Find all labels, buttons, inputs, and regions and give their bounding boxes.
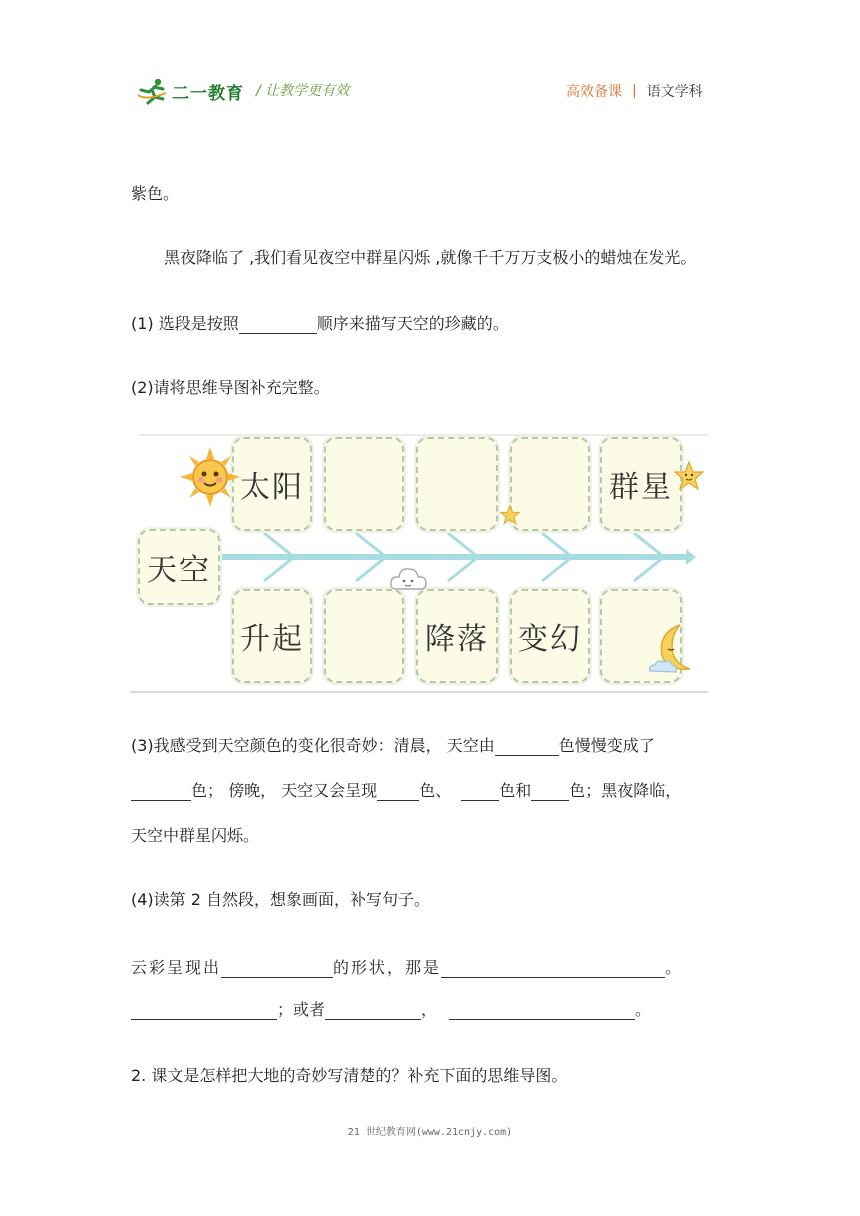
q3-blank-5[interactable]	[531, 784, 569, 801]
q3-line-1	[131, 736, 655, 756]
q3-blank-1[interactable]	[495, 739, 559, 756]
question-next: 2. 课文是怎样把大地的奇妙写清楚的？补充下面的思维导图。	[131, 1066, 568, 1085]
q3-blank-2[interactable]	[131, 784, 191, 801]
top-box-3[interactable]	[416, 437, 498, 531]
q4-l2-end: 。	[635, 1000, 652, 1019]
page-footer: 21 世纪教育网(www.21cnjy.com)	[347, 1127, 513, 1138]
q4-line-2	[131, 1000, 651, 1020]
q4-l1-end: 。	[665, 958, 684, 977]
top-label-5: 群星	[609, 470, 673, 505]
sun-icon	[180, 447, 240, 507]
q4-blank-2[interactable]	[441, 961, 665, 978]
logo-text: 二一教育	[172, 83, 244, 104]
question-1	[131, 314, 509, 334]
center-box	[138, 529, 220, 605]
q4-l2-comma: ，	[421, 1000, 438, 1019]
line-zise: 紫色。	[131, 184, 180, 203]
q4-l2-mid: ；或者	[277, 1000, 326, 1019]
question-2: (2)请将思维导图补充完整。	[131, 378, 330, 397]
q4-blank-3[interactable]	[131, 1003, 277, 1020]
cloud-icon	[388, 563, 428, 599]
star-face-icon	[674, 461, 704, 491]
q3-blank-3[interactable]	[377, 784, 419, 801]
prep-label: 高效备课	[566, 84, 622, 100]
q4-line-1	[131, 958, 683, 978]
top-box-5	[600, 437, 682, 531]
top-box-1	[232, 437, 312, 531]
top-box-2[interactable]	[324, 437, 404, 531]
bottom-box-1	[232, 589, 312, 683]
slogan: / 让教学更有效	[256, 83, 350, 99]
q3-l2-b: 色、	[419, 781, 452, 800]
q4-blank-5[interactable]	[449, 1003, 635, 1020]
q3-l2-d: 色；黑夜降临，	[569, 781, 682, 800]
q1-post: 顺序来描写天空的珍藏的。	[316, 314, 509, 333]
top-label-1: 太阳	[240, 470, 304, 505]
top-box-4[interactable]	[510, 437, 590, 531]
bottom-box-3	[416, 589, 498, 683]
header-right	[566, 81, 703, 101]
runner-logo-icon	[136, 77, 170, 105]
q3-blank-4[interactable]	[461, 784, 499, 801]
q3-l2-a: 色； 傍晚， 天空又会呈现	[191, 781, 378, 800]
header-separator: |	[632, 83, 637, 99]
bottom-label-1: 升起	[240, 622, 304, 657]
bottom-label-3: 降落	[425, 622, 489, 657]
q1-pre: (1) 选段是按照	[131, 314, 239, 333]
bottom-box-4	[510, 589, 590, 683]
q3-line-3: 天空中群星闪烁。	[131, 826, 260, 845]
q1-blank[interactable]	[239, 317, 317, 334]
q4-title: (4)读第 2 自然段，想象画面，补写句子。	[131, 890, 431, 909]
brand-logo	[136, 76, 244, 106]
center-label: 天空	[147, 553, 211, 588]
moon-icon	[646, 621, 700, 681]
q3-l1-pre: (3)我感受到天空颜色的变化很奇妙：清晨， 天空由	[131, 736, 495, 755]
bottom-label-4: 变幻	[518, 622, 582, 657]
q4-l1-mid: 的形状，那是	[333, 958, 442, 977]
q4-l1-pre: 云彩呈现出	[131, 958, 222, 977]
q4-blank-4[interactable]	[325, 1003, 421, 1020]
q3-line-2	[131, 781, 681, 801]
q4-blank-1[interactable]	[221, 961, 333, 978]
sky-mind-map	[130, 433, 708, 695]
small-star-icon	[500, 505, 520, 525]
q3-l2-c: 色和	[499, 781, 532, 800]
q3-l1-post: 色慢慢变成了	[558, 736, 655, 755]
para-night: 黑夜降临了 ,我们看见夜空中群星闪烁 ,就像千千万万支极小的蜡烛在发光。	[164, 248, 697, 267]
subject-label: 语文学科	[646, 84, 703, 100]
bottom-box-2[interactable]	[324, 589, 404, 683]
